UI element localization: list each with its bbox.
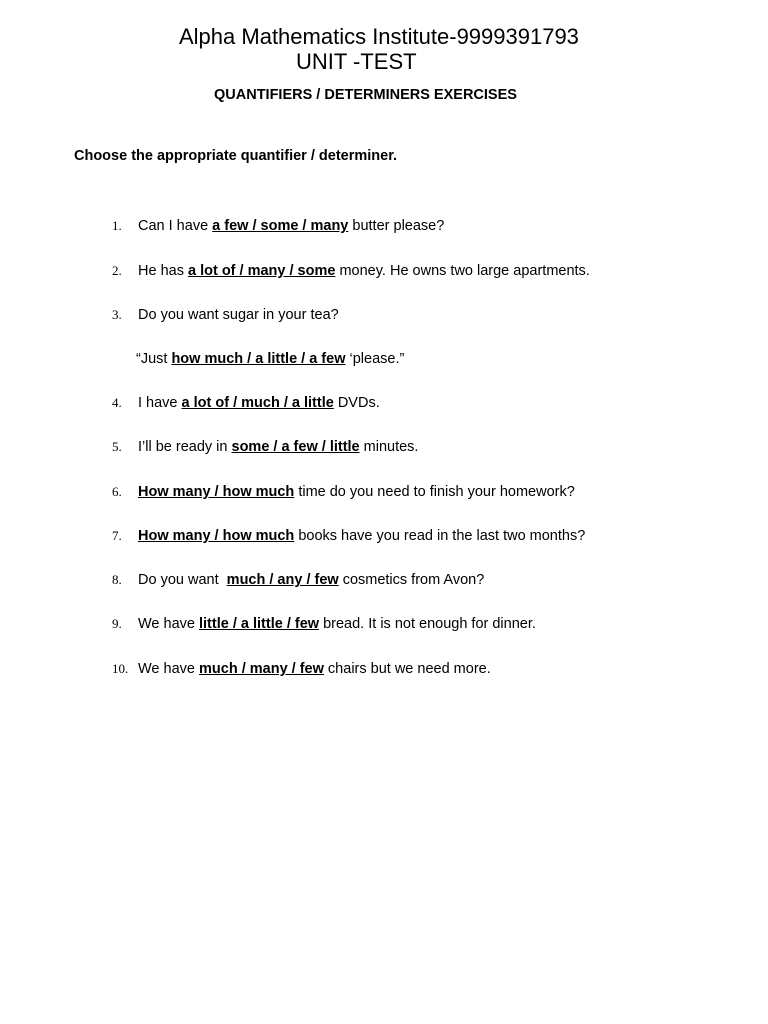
question-text: money. He owns two large apartments. bbox=[335, 263, 590, 279]
question-text: time do you need to finish your homework? bbox=[294, 484, 575, 500]
question-4 bbox=[112, 394, 380, 412]
question-number: 10. bbox=[112, 661, 129, 676]
institute-title: Alpha Mathematics Institute-9999391793 bbox=[179, 24, 579, 49]
instruction: Choose the appropriate quantifier / determiner. bbox=[74, 148, 398, 164]
question-number: 3. bbox=[112, 307, 122, 322]
section-heading: QUANTIFIERS / DETERMINERS EXERCISES bbox=[214, 87, 517, 103]
question-text: books have you read in the last two months? bbox=[294, 528, 586, 544]
question-text: He has bbox=[138, 263, 188, 279]
question-text: We have bbox=[138, 661, 199, 677]
question-number: 6. bbox=[112, 484, 122, 499]
question-text: I have bbox=[138, 395, 182, 411]
question-options: a few / some / many bbox=[212, 218, 349, 234]
question-text: Do you want sugar in your tea? bbox=[138, 307, 339, 323]
question-3 bbox=[112, 306, 339, 324]
question-options: little / a little / few bbox=[199, 616, 320, 632]
question-text: DVDs. bbox=[333, 395, 380, 411]
question-8 bbox=[112, 571, 484, 589]
question-number: 7. bbox=[112, 528, 122, 543]
question-6 bbox=[112, 483, 575, 501]
question-text: Do you want bbox=[138, 572, 227, 588]
question-text: bread. It is not enough for dinner. bbox=[319, 616, 536, 632]
question-text: chairs but we need more. bbox=[323, 661, 491, 677]
question-text: minutes. bbox=[359, 439, 419, 455]
question-9 bbox=[112, 615, 536, 633]
question-10 bbox=[112, 660, 491, 678]
question-options: how much / a little / a few bbox=[171, 351, 346, 367]
question-options: a lot of / many / some bbox=[187, 263, 336, 279]
question-number: 2. bbox=[112, 263, 122, 278]
test-title: UNIT -TEST bbox=[296, 49, 417, 74]
question-2 bbox=[112, 262, 590, 280]
question-1 bbox=[112, 217, 444, 235]
question-text: ‘please.” bbox=[345, 351, 405, 367]
question-options: How many / how much bbox=[138, 484, 295, 500]
question-text: cosmetics from Avon? bbox=[338, 572, 485, 588]
question-number: 4. bbox=[112, 395, 122, 410]
question-number: 9. bbox=[112, 616, 122, 631]
question-options: much / many / few bbox=[199, 661, 324, 677]
question-options: a lot of / much / a little bbox=[181, 395, 334, 411]
question-number: 5. bbox=[112, 439, 122, 454]
question-options: How many / how much bbox=[138, 528, 295, 544]
question-5 bbox=[112, 438, 418, 456]
question-7 bbox=[112, 527, 585, 545]
question-text: Can I have bbox=[138, 218, 213, 234]
question-3-continuation bbox=[136, 350, 404, 368]
question-text: “Just bbox=[136, 351, 172, 367]
question-number: 1. bbox=[112, 218, 122, 233]
question-text: I’ll be ready in bbox=[138, 439, 232, 455]
question-text: We have bbox=[138, 616, 199, 632]
question-text: butter please? bbox=[348, 218, 445, 234]
question-options: some / a few / little bbox=[231, 439, 360, 455]
question-number: 8. bbox=[112, 572, 122, 587]
question-options: much / any / few bbox=[226, 572, 339, 588]
